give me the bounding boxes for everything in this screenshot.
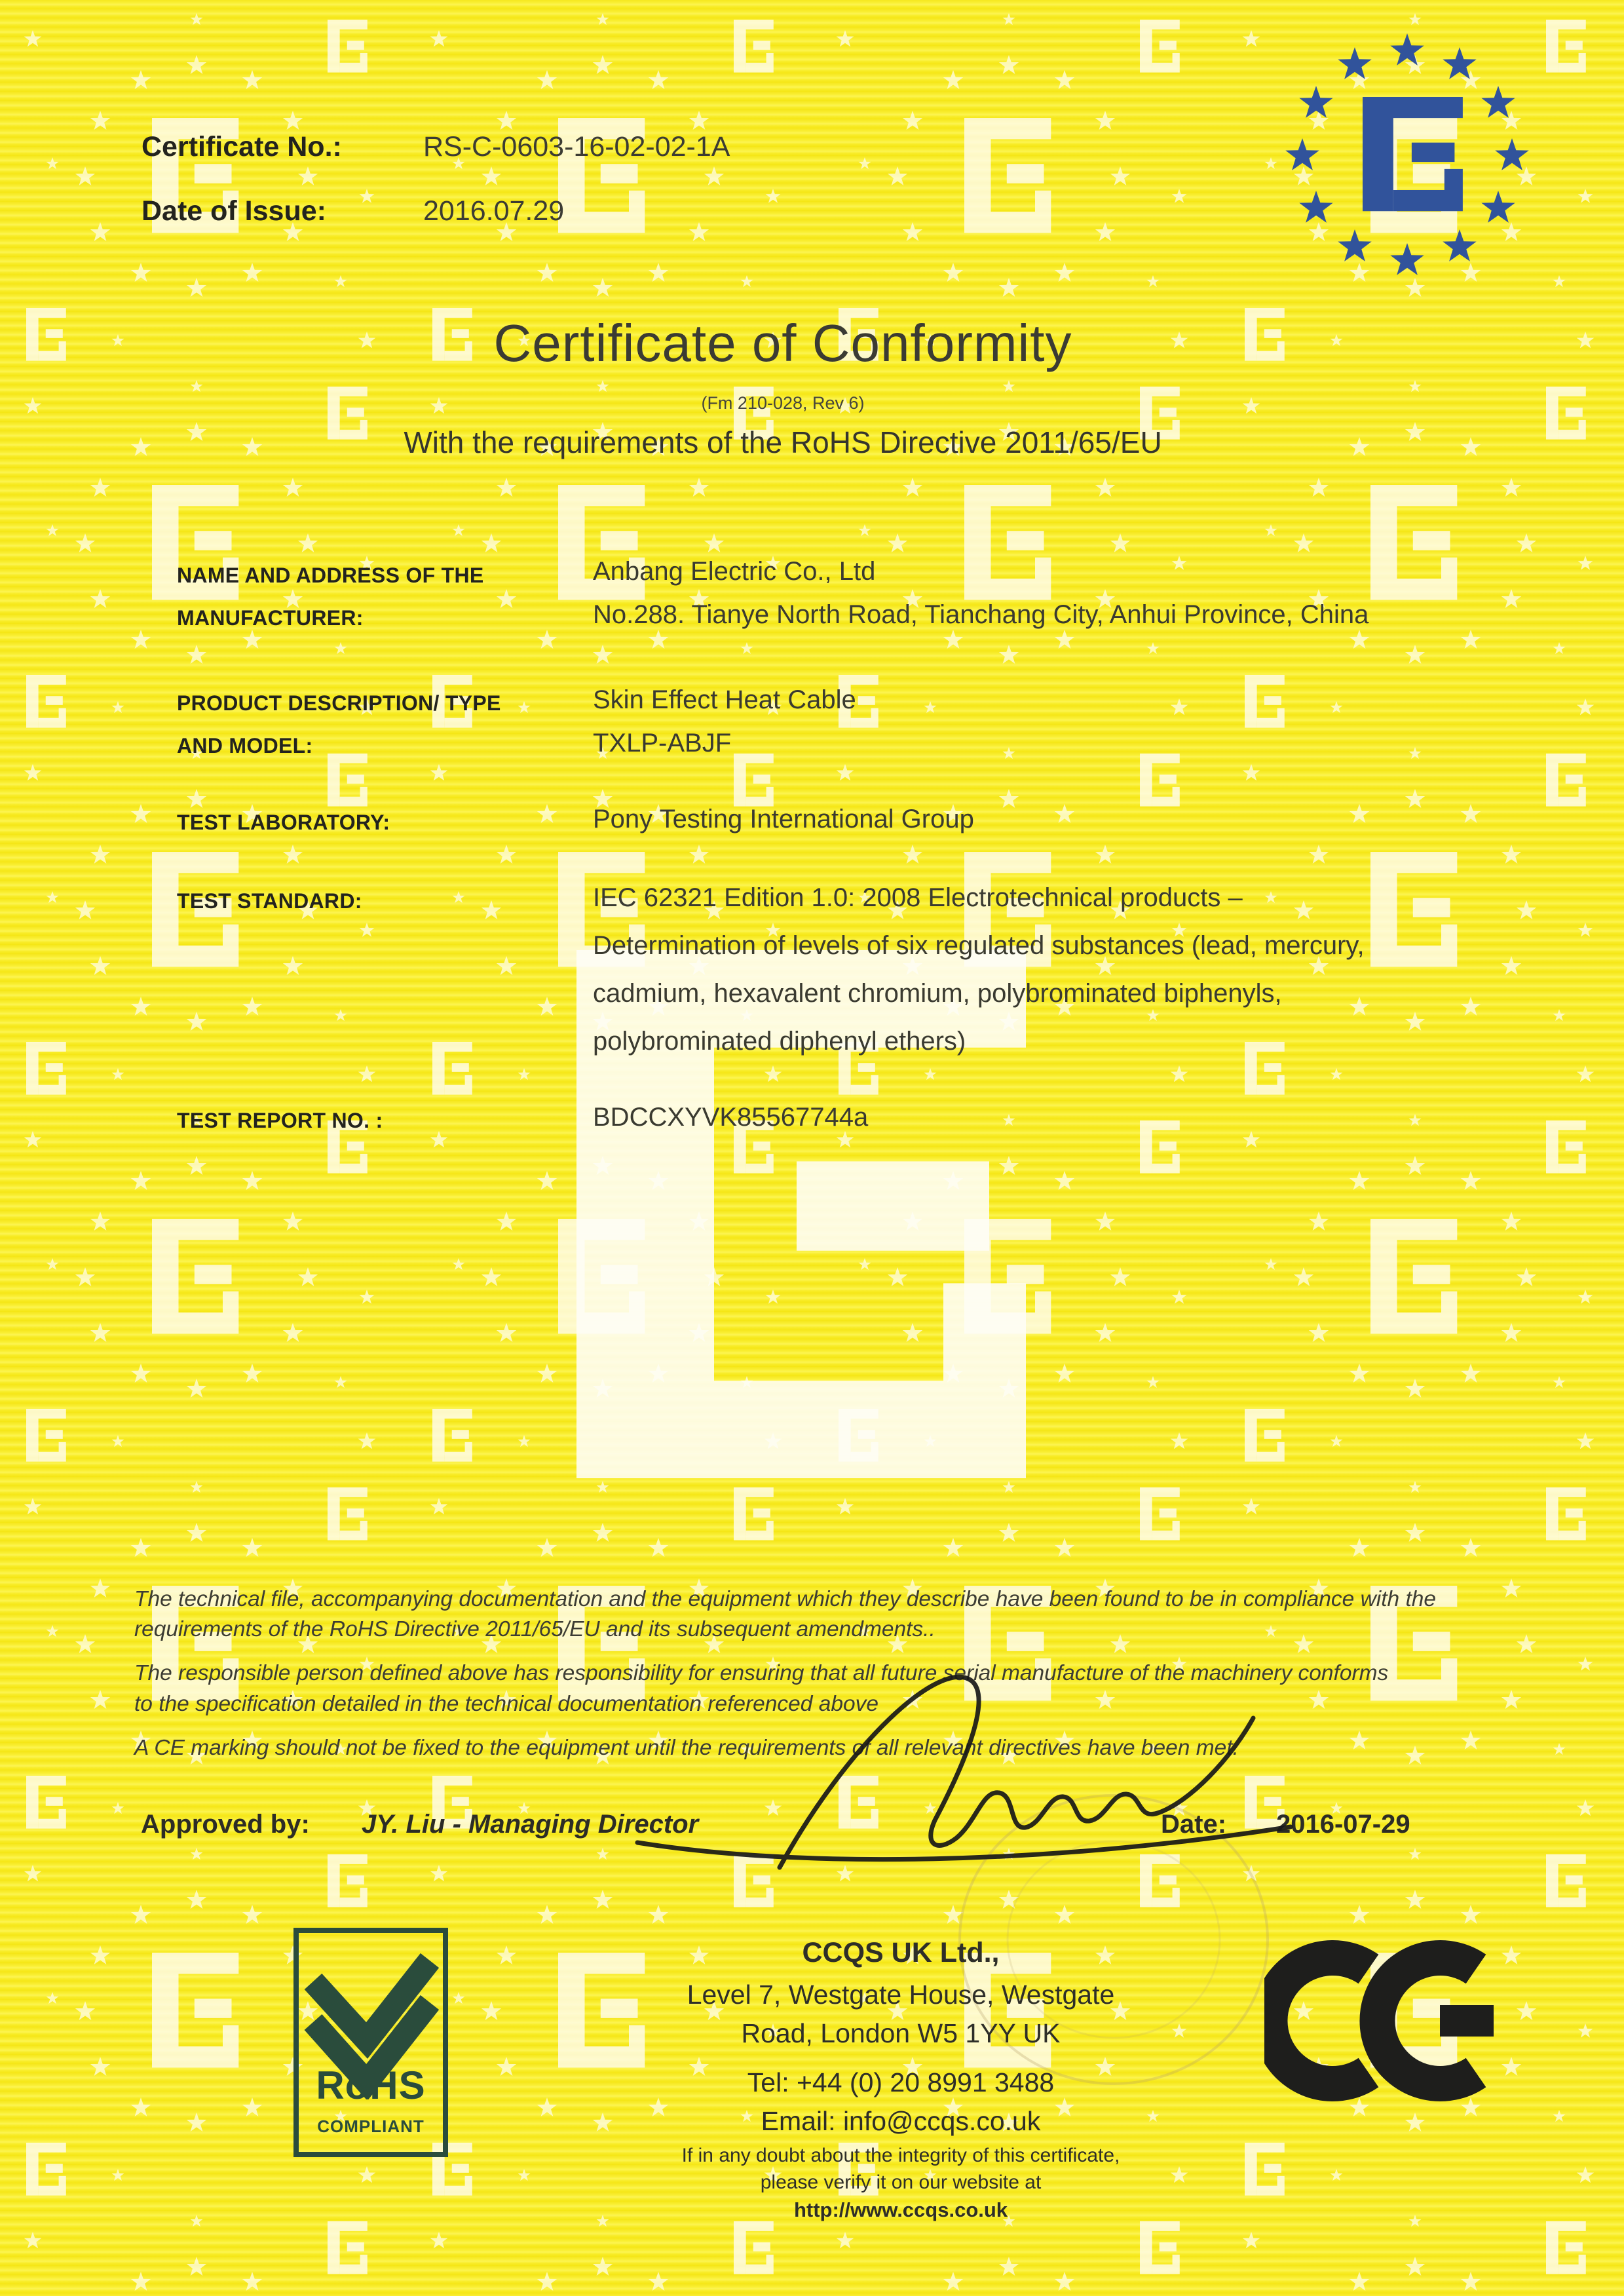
form-reference: (Fm 210-028, Rev 6) <box>701 393 865 413</box>
test-report-no-value: BDCCXYVK85567744a <box>593 1103 869 1132</box>
test-standard-line4: polybrominated diphenyl ethers) <box>593 1027 966 1056</box>
approval-date-value: 2016-07-29 <box>1276 1810 1410 1839</box>
date-of-issue-value: 2016.07.29 <box>423 195 565 227</box>
product-description: Skin Effect Heat Cable <box>593 685 856 714</box>
date-of-issue-label: Date of Issue: <box>142 195 326 227</box>
test-standard-line2: Determination of levels of six regulated substances (lead, mercury, <box>593 931 1365 960</box>
certificate-no-value: RS-C-0603-16-02-02-1A <box>423 131 730 163</box>
page-title: Certificate of Conformity <box>493 314 1072 372</box>
legal-paragraph-compliance <box>134 1584 1530 1645</box>
issuer-telephone: Tel: +44 (0) 20 8991 3488 <box>747 2067 1055 2097</box>
manufacturer-name: Anbang Electric Co., Ltd <box>593 557 876 586</box>
product-label-line2: AND MODEL: <box>177 734 313 757</box>
product-label-line1: PRODUCT DESCRIPTION/ TYPE <box>177 691 501 715</box>
signature-icon <box>626 1671 1320 1900</box>
issuer-note-line2: please verify it on our website at <box>760 2172 1042 2193</box>
approved-by-label: Approved by: <box>141 1810 310 1839</box>
legal-p2-line2: to the specification detailed in the technical documentation referenced above <box>134 1691 879 1716</box>
legal-p1-line1: The technical file, accompanying documentation and the equipment which they describe have been found to be in compliance with the <box>134 1587 1437 1611</box>
manufacturer-label-line1: NAME AND ADDRESS OF THE <box>177 564 484 587</box>
test-standard-label: TEST STANDARD: <box>177 889 362 913</box>
test-laboratory-label: TEST LABORATORY: <box>177 811 390 834</box>
issuer-address-line2: Road, London W5 1YY UK <box>741 2018 1061 2048</box>
test-report-no-label: TEST REPORT NO. : <box>177 1109 383 1132</box>
rohs-compliant-label: COMPLIANT <box>317 2116 425 2136</box>
product-model: TXLP-ABJF <box>593 729 732 757</box>
page-subtitle: With the requirements of the RoHS Directive 2011/65/EU <box>404 425 1162 459</box>
issuer-note-line1: If in any doubt about the integrity of this certificate, <box>681 2145 1120 2166</box>
issuer-company: CCQS UK Ltd., <box>802 1937 1000 1968</box>
test-standard-line3: cadmium, hexavalent chromium, polybrominated biphenyls, <box>593 979 1282 1008</box>
approved-by-name: JY. Liu - Managing Director <box>362 1810 699 1839</box>
ce-mark-icon <box>1264 1932 1498 2110</box>
rohs-label: RoHS <box>316 2063 426 2107</box>
certificate-no-label: Certificate No.: <box>142 131 342 163</box>
manufacturer-label-line2: MANUFACTURER: <box>177 606 364 630</box>
manufacturer-address: No.288. Tianye North Road, Tianchang City, Anhui Province, China <box>593 600 1369 629</box>
test-standard-line1: IEC 62321 Edition 1.0: 2008 Electrotechnical products – <box>593 883 1243 912</box>
issuer-address-line1: Level 7, Westgate House, Westgate <box>687 1980 1115 2010</box>
approval-date-label: Date: <box>1161 1810 1227 1839</box>
issuer-website-url: http://www.ccqs.co.uk <box>793 2198 1008 2221</box>
issuer-email: Email: info@ccqs.co.uk <box>761 2106 1041 2136</box>
legal-p2-line1: The responsible person defined above has responsibility for ensuring that all future serial manufacture of the machinery conforms <box>134 1661 1389 1686</box>
test-laboratory-value: Pony Testing International Group <box>593 805 974 833</box>
issuer-block <box>652 1937 1150 2222</box>
legal-p1-line2: requirements of the RoHS Directive 2011/65/EU and its subsequent amendments.. <box>134 1617 935 1642</box>
legal-p3-line1: A CE marking should not be fixed to the equipment until the requirements of all relevant directives have been met. <box>134 1735 1239 1760</box>
